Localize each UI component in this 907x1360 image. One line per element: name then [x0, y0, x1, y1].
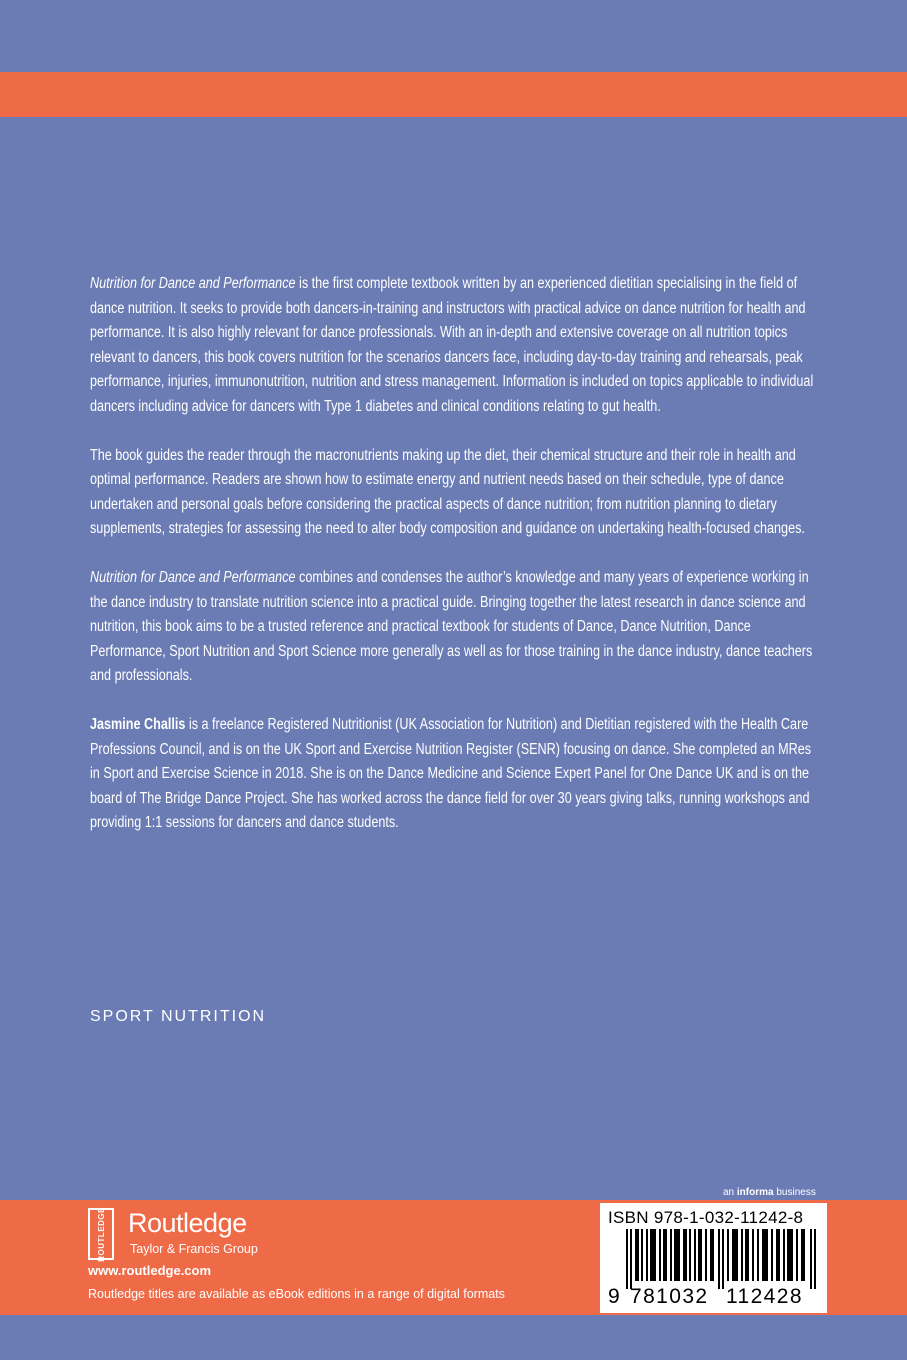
- logo-mark-text: ROUTLEDGE: [96, 1206, 106, 1262]
- informa-prefix: an: [723, 1187, 737, 1198]
- informa-tagline: [723, 1187, 816, 1198]
- barcode-bars-icon: [626, 1229, 818, 1289]
- top-color-band: [0, 72, 907, 117]
- publisher-name: Routledge: [128, 1208, 247, 1238]
- author-name: Jasmine Challis: [90, 716, 186, 733]
- publisher-group: Taylor & Francis Group: [130, 1242, 258, 1256]
- back-cover-blurb: [90, 272, 820, 860]
- blurb-paragraph-2: The book guides the reader through the macronutrients making up the diet, their chemical structure and their role in health and optimal performance. Readers are shown how to estimate energy and nutrient needs based on their schedule, type of dance undertaken and personal goals before considering the practical aspects of dance nutrition; from nutrition planning to dietary supplements, strategies for assessing the need to alter body composition and guidance on undertaking health-focused changes.: [90, 446, 805, 537]
- author-bio: [90, 713, 820, 836]
- barcode-right-digits: 112428: [726, 1285, 803, 1308]
- isbn-barcode: [600, 1203, 827, 1313]
- author-bio-text: is a freelance Registered Nutritionist (UK Association for Nutrition) and Dietitian registered with the Health Care Professions Council, and is on the UK Sport and Exercise Nutrition Register (SENR) focusing on dance. She completed an MRes in Sport and Exercise Science in 2018. She is on the Dance Medicine and Science Expert Panel for One Dance UK and is on the board of The Bridge Dance Project. She has worked across the dance field for over 30 years giving talks, running workshops and providing 1:1 sessions for dancers and dance students.: [90, 716, 812, 831]
- informa-brand: informa: [736, 1187, 774, 1198]
- barcode-first-digit: 9: [608, 1285, 622, 1308]
- book-title-italic: Nutrition for Dance and Performance: [90, 275, 296, 292]
- book-title-italic: Nutrition for Dance and Performance: [90, 569, 296, 586]
- informa-suffix: business: [773, 1187, 816, 1198]
- subject-category: SPORT NUTRITION: [90, 1008, 267, 1025]
- ebook-note: Routledge titles are available as eBook editions in a range of digital formats: [88, 1287, 505, 1301]
- publisher-website: www.routledge.com: [88, 1263, 212, 1278]
- blurb-paragraph-1: [90, 272, 820, 419]
- blurb-text: is the first complete textbook written by an experienced dietitian specialising in the field of dance nutrition. It seeks to provide both dancers-in-training and instructors with practical advice on dance nutrition for health and performance. It is also highly relevant for dance professionals. With an in-depth and extensive coverage on all nutrition topics relevant to dancers, this book covers nutrition for the scenarios dancers face, including day-to-day training and rehearsals, peak performance, injuries, immunonutrition, nutrition and stress management. Information is included on topics applicable to individual dancers including advice for dancers with Type 1 diabetes and clinical conditions relating to gut health.: [90, 275, 814, 415]
- barcode-left-digits: 781032: [630, 1285, 709, 1308]
- blurb-text: combines and condenses the author’s knowledge and many years of experience working in the dance industry to translate nutrition science into a practical guide. Bringing together the latest research in dance science and nutrition, this book aims to be a trusted reference and practical textbook for students of Dance, Dance Nutrition, Dance Performance, Sport Nutrition and Sport Science more generally as well as for those training in the dance industry, dance teachers and professionals.: [90, 569, 813, 684]
- blurb-paragraph-3: [90, 566, 820, 689]
- barcode-digits: [608, 1285, 823, 1309]
- routledge-logo-icon: [88, 1208, 114, 1260]
- isbn-label: ISBN 978-1-032-11242-8: [608, 1208, 804, 1227]
